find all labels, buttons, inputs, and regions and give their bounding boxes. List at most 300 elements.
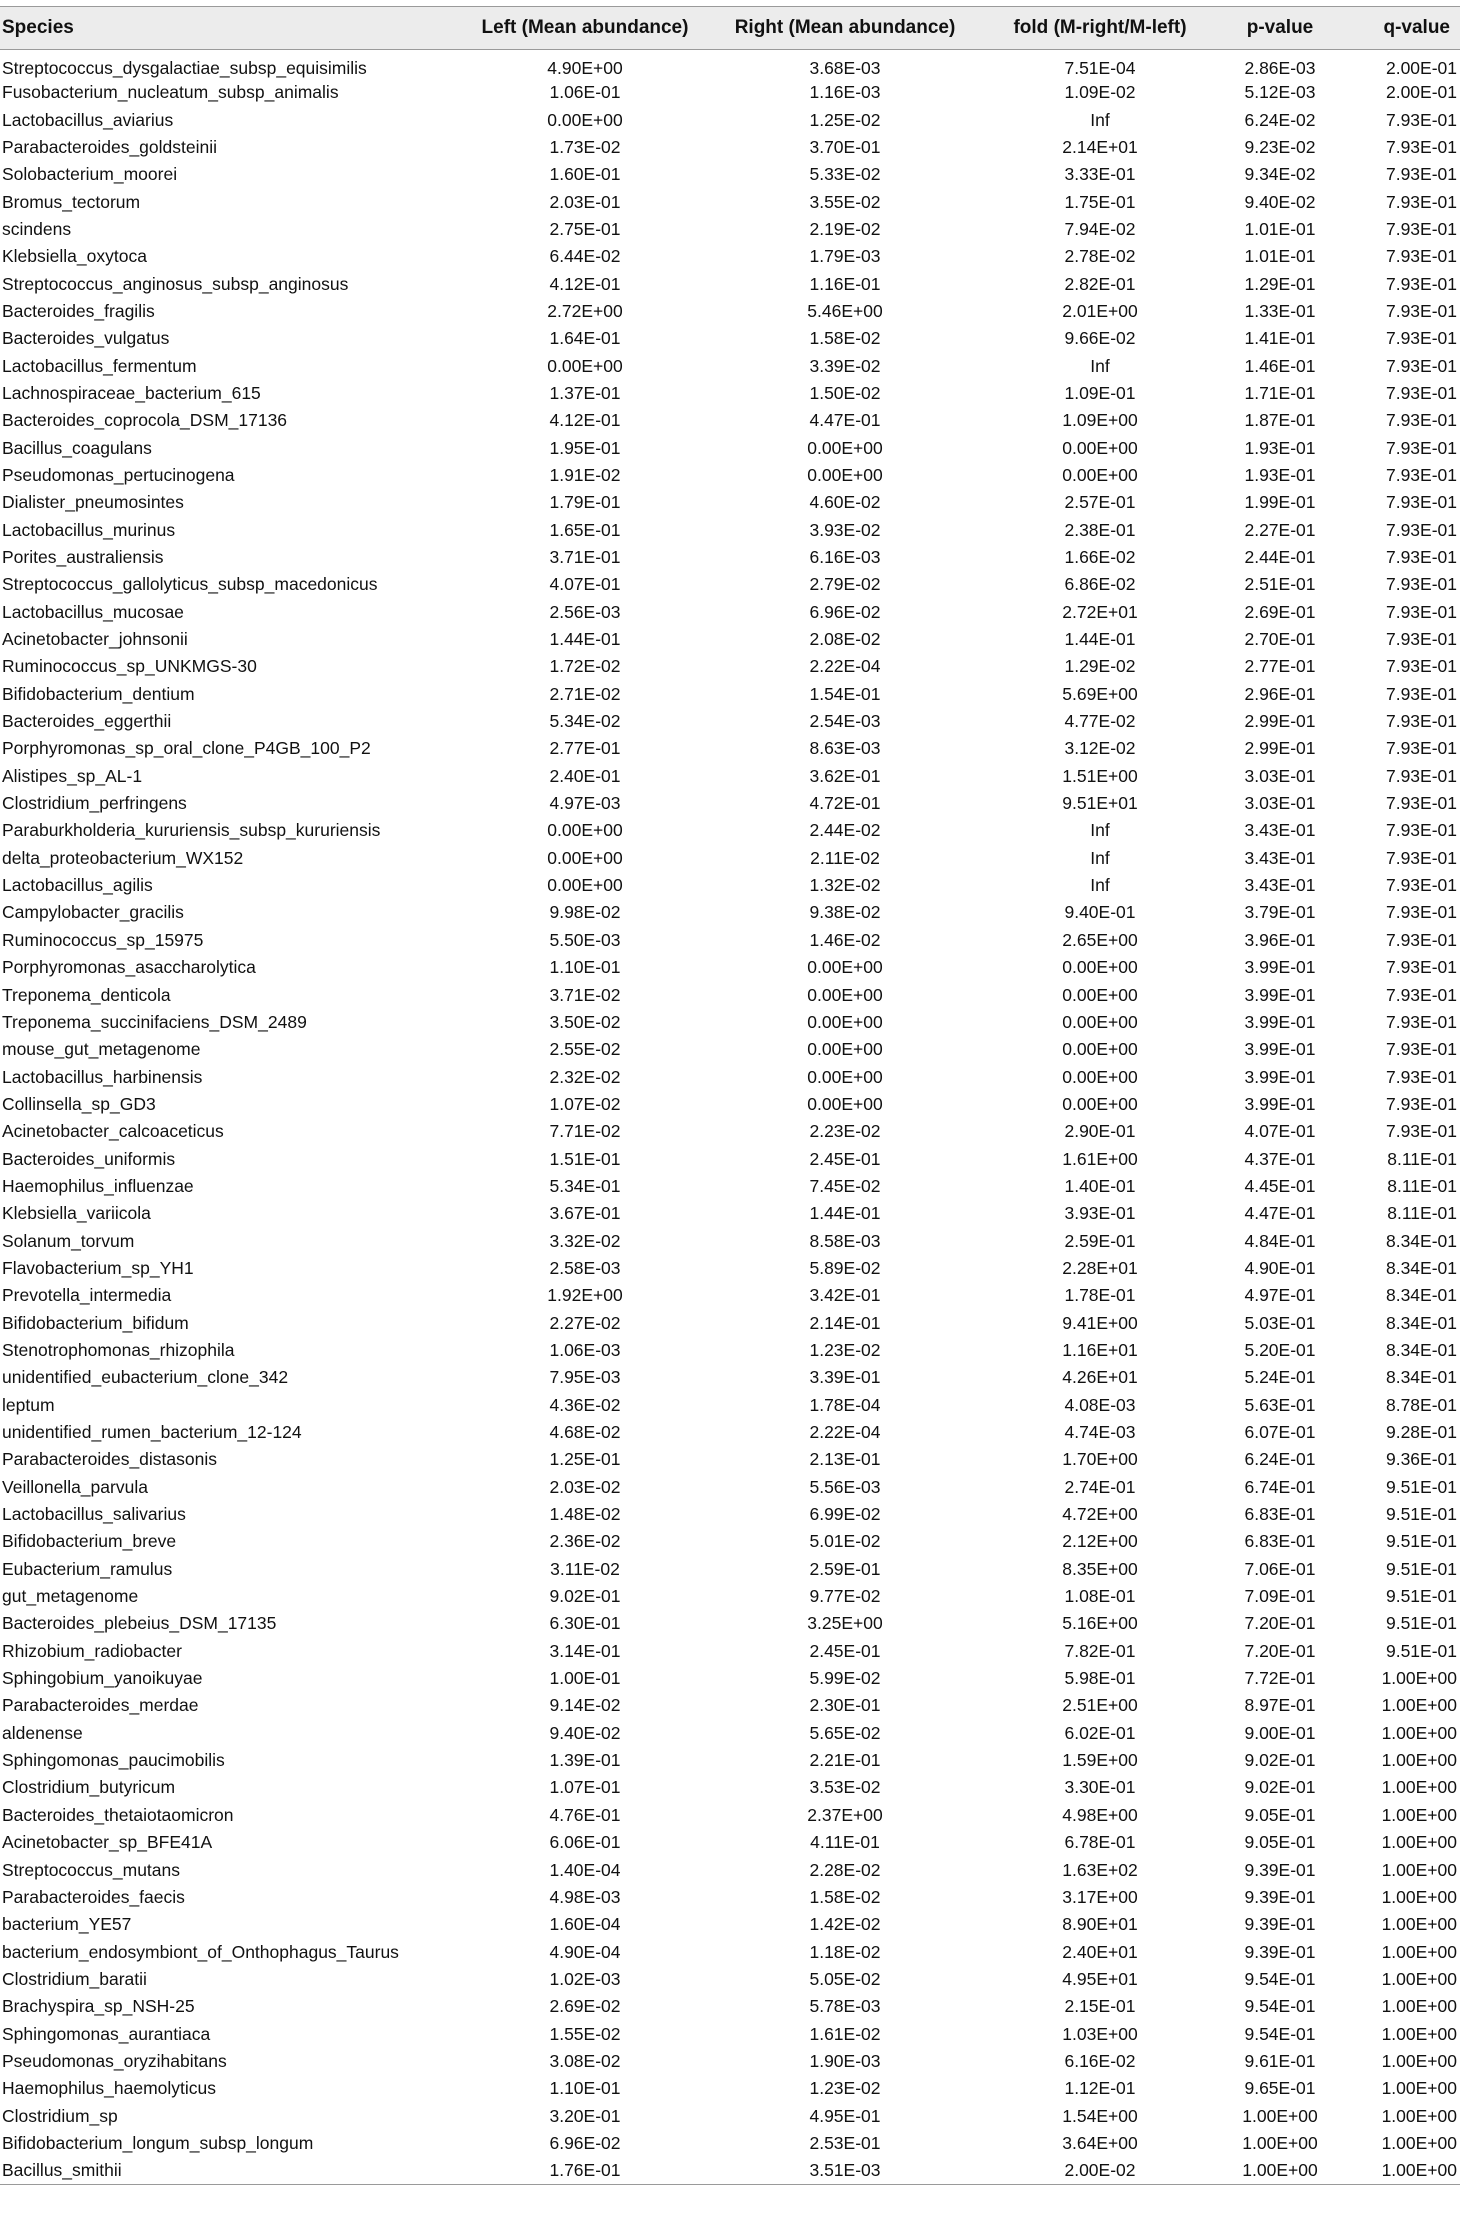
cell-right-mean: 0.00E+00 (807, 1066, 883, 1087)
cell-left-mean: 1.60E-04 (549, 1914, 621, 1935)
cell-right-mean: 8.63E-03 (809, 738, 881, 759)
cell-species: Acinetobacter_johnsonii (2, 629, 188, 650)
cell-left-mean: 6.96E-02 (549, 2132, 621, 2153)
cell-species: Acinetobacter_calcoaceticus (2, 1121, 224, 1142)
table-row (0, 626, 1460, 653)
cell-p-value: 9.05E-01 (1244, 1804, 1316, 1825)
cell-right-mean: 1.16E-03 (809, 82, 881, 103)
cell-p-value: 1.00E+00 (1215, 2157, 1345, 2184)
cell-left-mean: 2.77E-01 (549, 738, 621, 759)
cell-right-mean: 2.44E-02 (809, 820, 881, 841)
cell-species: Bacillus_coagulans (2, 437, 152, 458)
cell-p-value: 4.45E-01 (1244, 1175, 1316, 1196)
cell-q-value: 1.00E+00 (1381, 1914, 1457, 1935)
cell-fold: 7.51E-04 (1064, 58, 1136, 78)
cell-fold: 3.93E-01 (1064, 1203, 1136, 1224)
cell-p-value: 3.99E-01 (1244, 1093, 1316, 1114)
table-row (0, 352, 1460, 379)
table-row (0, 571, 1460, 598)
cell-q-value: 1.00E+00 (1381, 2023, 1457, 2044)
cell-q-value: 8.34E-01 (1385, 1312, 1457, 1333)
cell-species: Porites_australiensis (2, 547, 164, 568)
cell-fold: 5.69E+00 (1062, 683, 1138, 704)
cell-species: Lactobacillus_mucosae (2, 601, 184, 622)
table-row (0, 216, 1460, 243)
cell-fold: Inf (1090, 109, 1110, 130)
cell-left-mean: 1.92E+00 (547, 1285, 623, 1306)
cell-left-mean: 1.79E-01 (549, 492, 621, 513)
cell-left-mean: 1.51E-01 (549, 1148, 621, 1169)
cell-right-mean: 0.00E+00 (807, 1093, 883, 1114)
cell-fold: 7.94E-02 (1064, 218, 1136, 239)
cell-p-value: 3.99E-01 (1244, 1039, 1316, 1060)
cell-left-mean: 1.39E-01 (549, 1750, 621, 1771)
cell-q-value: 7.93E-01 (1385, 273, 1457, 294)
cell-species: Prevotella_intermedia (2, 1285, 172, 1306)
cell-p-value: 6.07E-01 (1244, 1422, 1316, 1443)
cell-left-mean: 2.56E-03 (549, 601, 621, 622)
cell-q-value: 8.11E-01 (1387, 1175, 1457, 1196)
cell-p-value: 1.99E-01 (1244, 492, 1316, 513)
cell-fold: 2.90E-01 (1064, 1121, 1136, 1142)
cell-q-value: 7.93E-01 (1385, 519, 1457, 540)
cell-species: Dialister_pneumosintes (2, 492, 184, 513)
cell-right-mean: 3.39E-01 (809, 1367, 881, 1388)
cell-right-mean: 1.18E-02 (809, 1941, 881, 1962)
cell-p-value: 3.79E-01 (1244, 902, 1316, 923)
cell-fold: 1.44E-01 (1064, 629, 1136, 650)
table-row (0, 2048, 1460, 2075)
table-row (0, 1036, 1460, 1063)
cell-right-mean: 2.54E-03 (809, 711, 881, 732)
cell-fold: 2.57E-01 (1064, 492, 1136, 513)
cell-fold: 1.16E+01 (1062, 1339, 1138, 1360)
cell-right-mean: 2.30E-01 (809, 1695, 881, 1716)
table-row (0, 1145, 1460, 1172)
cell-species: Pseudomonas_oryzihabitans (2, 2050, 227, 2071)
cell-left-mean: 1.00E-01 (549, 1668, 621, 1689)
cell-fold: 1.40E-01 (1064, 1175, 1136, 1196)
cell-q-value: 1.00E+00 (1381, 1996, 1457, 2017)
cell-species: Bacteroides_vulgatus (2, 328, 170, 349)
cell-p-value: 2.51E-01 (1244, 574, 1316, 595)
cell-left-mean: 1.60E-01 (549, 164, 621, 185)
cell-q-value: 8.78E-01 (1385, 1394, 1457, 1415)
cell-fold: 9.66E-02 (1064, 328, 1136, 349)
cell-p-value: 4.84E-01 (1244, 1230, 1316, 1251)
cell-fold: 2.78E-02 (1064, 246, 1136, 267)
cell-left-mean: 2.75E-01 (549, 218, 621, 239)
cell-right-mean: 0.00E+00 (807, 464, 883, 485)
cell-species: Clostridium_sp (2, 2105, 118, 2126)
cell-left-mean: 1.06E-01 (549, 82, 621, 103)
cell-q-value: 7.93E-01 (1385, 875, 1457, 896)
header-q-value: q-value (1345, 7, 1460, 50)
cell-p-value: 3.03E-01 (1244, 765, 1316, 786)
table-row (0, 1802, 1460, 1829)
cell-right-mean: 1.23E-02 (809, 1339, 881, 1360)
cell-p-value: 1.93E-01 (1244, 437, 1316, 458)
cell-p-value: 8.97E-01 (1244, 1695, 1316, 1716)
table-row (0, 708, 1460, 735)
cell-fold: 4.77E-02 (1064, 711, 1136, 732)
cell-fold: 2.01E+00 (1062, 300, 1138, 321)
cell-right-mean: 1.61E-02 (809, 2023, 881, 2044)
cell-p-value: 1.41E-01 (1244, 328, 1316, 349)
cell-left-mean: 3.11E-02 (550, 1558, 620, 1579)
cell-p-value: 1.46E-01 (1244, 355, 1316, 376)
cell-p-value: 7.06E-01 (1244, 1558, 1316, 1579)
cell-species: Lactobacillus_fermentum (2, 355, 197, 376)
cell-left-mean: 4.76E-01 (549, 1804, 621, 1825)
cell-fold: 2.12E+00 (1062, 1531, 1138, 1552)
cell-right-mean: 9.77E-02 (809, 1586, 881, 1607)
cell-species: Treponema_denticola (2, 984, 171, 1005)
cell-q-value: 7.93E-01 (1385, 656, 1457, 677)
cell-p-value: 5.24E-01 (1244, 1367, 1316, 1388)
cell-right-mean: 1.58E-02 (809, 1886, 881, 1907)
cell-q-value: 7.93E-01 (1385, 1066, 1457, 1087)
table-row (0, 79, 1460, 106)
cell-fold: 6.78E-01 (1064, 1832, 1136, 1853)
cell-q-value: 7.93E-01 (1385, 902, 1457, 923)
cell-right-mean: 0.00E+00 (807, 1039, 883, 1060)
table-row (0, 2020, 1460, 2047)
cell-q-value: 1.00E+00 (1381, 1777, 1457, 1798)
cell-species: Pseudomonas_pertucinogena (2, 464, 235, 485)
cell-p-value: 2.44E-01 (1244, 547, 1316, 568)
cell-species: Ruminococcus_sp_15975 (2, 929, 204, 950)
cell-p-value: 9.39E-01 (1244, 1914, 1316, 1935)
table-row (0, 1966, 1460, 1993)
cell-left-mean: 2.72E+00 (547, 300, 623, 321)
cell-right-mean: 2.23E-02 (809, 1121, 881, 1142)
table-row (0, 243, 1460, 270)
cell-left-mean: 1.07E-02 (549, 1093, 621, 1114)
cell-species: Solobacterium_moorei (2, 164, 178, 185)
cell-species: Lachnospiraceae_bacterium_615 (2, 382, 261, 403)
cell-fold: 4.26E+01 (1062, 1367, 1138, 1388)
cell-p-value: 9.39E-01 (1244, 1941, 1316, 1962)
cell-right-mean: 3.62E-01 (809, 765, 881, 786)
cell-p-value: 9.61E-01 (1244, 2050, 1316, 2071)
cell-right-mean: 8.58E-03 (809, 1230, 881, 1251)
cell-q-value: 7.93E-01 (1385, 1011, 1457, 1032)
table-row (0, 899, 1460, 926)
cell-q-value: 8.34E-01 (1385, 1285, 1457, 1306)
cell-p-value: 3.43E-01 (1244, 875, 1316, 896)
cell-p-value: 2.86E-03 (1244, 58, 1316, 78)
cell-left-mean: 4.12E-01 (549, 273, 621, 294)
cell-q-value: 7.93E-01 (1385, 820, 1457, 841)
table-row (0, 1665, 1460, 1692)
cell-species: Fusobacterium_nucleatum_subsp_animalis (2, 82, 339, 103)
cell-right-mean: 1.42E-02 (809, 1914, 881, 1935)
cell-q-value: 7.93E-01 (1385, 957, 1457, 978)
cell-fold: 6.16E-02 (1064, 2050, 1136, 2071)
cell-q-value: 1.00E+00 (1381, 1668, 1457, 1689)
table-row (0, 1501, 1460, 1528)
cell-left-mean: 0.00E+00 (547, 109, 623, 130)
cell-q-value: 7.93E-01 (1385, 164, 1457, 185)
cell-left-mean: 4.98E-03 (549, 1886, 621, 1907)
cell-p-value: 9.00E-01 (1244, 1722, 1316, 1743)
cell-q-value: 2.00E-01 (1385, 58, 1457, 78)
cell-p-value: 1.71E-01 (1244, 382, 1316, 403)
cell-left-mean: 6.06E-01 (549, 1832, 621, 1853)
cell-fold: 2.28E+01 (1062, 1257, 1138, 1278)
cell-right-mean: 2.11E-02 (810, 847, 880, 868)
cell-right-mean: 1.44E-01 (809, 1203, 881, 1224)
table-row (0, 735, 1460, 762)
cell-species: Lactobacillus_murinus (2, 519, 176, 540)
cell-species: Klebsiella_variicola (2, 1203, 151, 1224)
table-row (0, 1063, 1460, 1090)
cell-species: Streptococcus_gallolyticus_subsp_macedonicus (2, 574, 378, 595)
cell-fold: 2.65E+00 (1062, 929, 1138, 950)
cell-species: unidentified_rumen_bacterium_12-124 (2, 1422, 302, 1443)
cell-left-mean: 9.98E-02 (549, 902, 621, 923)
cell-right-mean: 4.47E-01 (809, 410, 881, 431)
table-row (0, 1419, 1460, 1446)
cell-fold: 1.70E+00 (1062, 1449, 1138, 1470)
cell-q-value: 7.93E-01 (1385, 984, 1457, 1005)
table-row (0, 50, 1460, 80)
cell-left-mean: 3.50E-02 (549, 1011, 621, 1032)
cell-right-mean: 5.01E-02 (809, 1531, 881, 1552)
cell-p-value: 1.29E-01 (1244, 273, 1316, 294)
cell-q-value: 1.00E+00 (1381, 1695, 1457, 1716)
table-row (0, 161, 1460, 188)
cell-fold: 9.51E+01 (1062, 793, 1138, 814)
cell-p-value: 5.12E-03 (1244, 82, 1316, 103)
cell-right-mean: 3.93E-02 (809, 519, 881, 540)
cell-right-mean: 5.33E-02 (809, 164, 881, 185)
cell-p-value: 6.74E-01 (1244, 1476, 1316, 1497)
header-right-mean-abundance: Right (Mean abundance) (705, 7, 985, 50)
cell-q-value: 9.51E-01 (1385, 1558, 1457, 1579)
cell-fold: 1.29E-02 (1064, 656, 1136, 677)
cell-right-mean: 2.28E-02 (809, 1859, 881, 1880)
cell-fold: 4.74E-03 (1064, 1422, 1136, 1443)
cell-right-mean: 5.99E-02 (809, 1668, 881, 1689)
cell-q-value: 7.93E-01 (1385, 328, 1457, 349)
cell-q-value: 1.00E+00 (1381, 1886, 1457, 1907)
cell-right-mean: 2.22E-04 (809, 1422, 881, 1443)
cell-left-mean: 1.55E-02 (549, 2023, 621, 2044)
cell-p-value: 6.24E-01 (1244, 1449, 1316, 1470)
cell-right-mean: 3.53E-02 (809, 1777, 881, 1798)
cell-left-mean: 3.67E-01 (549, 1203, 621, 1224)
cell-p-value: 3.03E-01 (1244, 793, 1316, 814)
cell-species: Haemophilus_influenzae (2, 1175, 194, 1196)
cell-left-mean: 3.32E-02 (549, 1230, 621, 1251)
cell-p-value: 9.23E-02 (1244, 136, 1316, 157)
cell-p-value: 9.54E-01 (1244, 2023, 1316, 2044)
cell-left-mean: 4.68E-02 (549, 1422, 621, 1443)
cell-right-mean: 3.55E-02 (809, 191, 881, 212)
cell-left-mean: 4.07E-01 (549, 574, 621, 595)
cell-q-value: 1.00E+00 (1381, 1750, 1457, 1771)
cell-right-mean: 1.16E-01 (809, 273, 881, 294)
cell-p-value: 6.83E-01 (1244, 1531, 1316, 1552)
cell-fold: 9.40E-01 (1064, 902, 1136, 923)
table-row (0, 1364, 1460, 1391)
cell-q-value: 9.51E-01 (1385, 1586, 1457, 1607)
cell-species: Porphyromonas_sp_oral_clone_P4GB_100_P2 (2, 738, 371, 759)
cell-left-mean: 0.00E+00 (547, 847, 623, 868)
cell-left-mean: 9.02E-01 (549, 1586, 621, 1607)
cell-q-value: 1.00E+00 (1381, 1832, 1457, 1853)
table-row (0, 1993, 1460, 2020)
cell-fold: 1.03E+00 (1062, 2023, 1138, 2044)
table-row (0, 188, 1460, 215)
cell-q-value: 8.11E-01 (1387, 1203, 1457, 1224)
cell-left-mean: 1.07E-01 (549, 1777, 621, 1798)
table-row (0, 517, 1460, 544)
cell-q-value: 8.34E-01 (1385, 1257, 1457, 1278)
cell-left-mean: 3.20E-01 (549, 2105, 621, 2126)
table-row (0, 1227, 1460, 1254)
cell-q-value: 7.93E-01 (1385, 793, 1457, 814)
cell-p-value: 9.39E-01 (1244, 1859, 1316, 1880)
cell-fold: 2.59E-01 (1064, 1230, 1136, 1251)
table-row (0, 1938, 1460, 1965)
cell-fold: 3.30E-01 (1064, 1777, 1136, 1798)
cell-fold: 1.78E-01 (1064, 1285, 1136, 1306)
cell-right-mean: 2.22E-04 (809, 656, 881, 677)
cell-left-mean: 4.12E-01 (549, 410, 621, 431)
cell-left-mean: 3.71E-02 (549, 984, 621, 1005)
table-row (0, 872, 1460, 899)
cell-fold: 8.90E+01 (1062, 1914, 1138, 1935)
cell-q-value: 7.93E-01 (1385, 1039, 1457, 1060)
cell-q-value: 7.93E-01 (1385, 355, 1457, 376)
table-row (0, 1474, 1460, 1501)
cell-species: Streptococcus_mutans (2, 1859, 181, 1880)
cell-q-value: 9.51E-01 (1385, 1613, 1457, 1634)
cell-p-value: 1.00E+00 (1242, 2132, 1318, 2153)
cell-p-value: 4.47E-01 (1244, 1203, 1316, 1224)
table-row (0, 380, 1460, 407)
cell-species: Bacteroides_coprocola_DSM_17136 (2, 410, 288, 431)
cell-right-mean: 1.23E-02 (809, 2078, 881, 2099)
cell-q-value: 7.93E-01 (1385, 1121, 1457, 1142)
cell-right-mean: 3.39E-02 (809, 355, 881, 376)
cell-species: Sphingomonas_aurantiaca (2, 2023, 211, 2044)
cell-q-value: 7.93E-01 (1385, 711, 1457, 732)
cell-fold: 0.00E+00 (1062, 957, 1138, 978)
cell-left-mean: 0.00E+00 (547, 875, 623, 896)
cell-fold: 4.08E-03 (1064, 1394, 1136, 1415)
cell-species: Haemophilus_haemolyticus (2, 2078, 216, 2099)
cell-p-value: 7.72E-01 (1244, 1668, 1316, 1689)
cell-fold: 6.02E-01 (1064, 1722, 1136, 1743)
table-row (0, 298, 1460, 325)
cell-p-value: 6.24E-02 (1244, 109, 1316, 130)
cell-right-mean: 2.19E-02 (809, 218, 881, 239)
table-row (0, 1009, 1460, 1036)
cell-right-mean: 3.42E-01 (809, 1285, 881, 1306)
cell-p-value: 2.70E-01 (1244, 629, 1316, 650)
cell-p-value: 2.99E-01 (1244, 738, 1316, 759)
cell-fold: 6.86E-02 (1064, 574, 1136, 595)
cell-p-value: 3.43E-01 (1244, 847, 1316, 868)
cell-q-value: 7.93E-01 (1385, 738, 1457, 759)
cell-right-mean: 5.46E+00 (807, 300, 883, 321)
cell-species: Bacteroides_uniformis (2, 1148, 176, 1169)
cell-q-value: 1.00E+00 (1381, 2050, 1457, 2071)
cell-q-value: 7.93E-01 (1385, 191, 1457, 212)
cell-fold: 1.09E-02 (1064, 82, 1136, 103)
cell-species: Campylobacter_gracilis (2, 902, 184, 923)
cell-fold: 2.74E-01 (1064, 1476, 1136, 1497)
cell-fold: 2.00E-02 (985, 2157, 1215, 2184)
table-row (0, 1091, 1460, 1118)
cell-species: Ruminococcus_sp_UNKMGS-30 (2, 656, 257, 677)
cell-p-value: 7.09E-01 (1244, 1586, 1316, 1607)
cell-species: Treponema_succinifaciens_DSM_2489 (2, 1011, 307, 1032)
cell-q-value: 1.00E+00 (1381, 1722, 1457, 1743)
cell-species: mouse_gut_metagenome (2, 1039, 201, 1060)
cell-right-mean: 1.46E-02 (809, 929, 881, 950)
cell-fold: 1.66E-02 (1064, 547, 1136, 568)
cell-p-value: 9.54E-01 (1244, 1968, 1316, 1989)
cell-right-mean: 1.25E-02 (809, 109, 881, 130)
cell-fold: 1.09E-01 (1064, 382, 1136, 403)
cell-left-mean: 1.10E-01 (549, 2078, 621, 2099)
cell-right-mean: 4.60E-02 (809, 492, 881, 513)
cell-q-value: 9.51E-01 (1385, 1476, 1457, 1497)
table-row (0, 489, 1460, 516)
table-row (0, 1556, 1460, 1583)
table-row (0, 2130, 1460, 2157)
cell-species: Parabacteroides_faecis (2, 1886, 185, 1907)
table-header (0, 7, 1460, 50)
cell-right-mean: 2.45E-01 (809, 1640, 881, 1661)
cell-left-mean: 2.32E-02 (549, 1066, 621, 1087)
cell-left-mean: 1.40E-04 (549, 1859, 621, 1880)
cell-p-value: 2.27E-01 (1244, 519, 1316, 540)
table-row (0, 653, 1460, 680)
cell-species: Bacteroides_eggerthii (2, 711, 172, 732)
cell-fold: 4.72E+00 (1062, 1504, 1138, 1525)
cell-species: Bacillus_smithii (0, 2157, 465, 2184)
cell-species: Bacteroides_fragilis (2, 300, 155, 321)
cell-species: Stenotrophomonas_rhizophila (2, 1339, 235, 1360)
cell-p-value: 1.87E-01 (1244, 410, 1316, 431)
cell-fold: 1.12E-01 (1064, 2078, 1136, 2099)
cell-right-mean: 3.25E+00 (807, 1613, 883, 1634)
cell-q-value: 9.51E-01 (1385, 1640, 1457, 1661)
cell-left-mean: 3.71E-01 (549, 547, 621, 568)
table-row (0, 763, 1460, 790)
cell-species: Sphingomonas_paucimobilis (2, 1750, 225, 1771)
cell-p-value: 9.39E-01 (1244, 1886, 1316, 1907)
header-fold: fold (M-right/M-left) (985, 7, 1215, 50)
cell-right-mean: 2.13E-01 (809, 1449, 881, 1470)
cell-q-value: 7.93E-01 (1385, 109, 1457, 130)
table-row (0, 1774, 1460, 1801)
cell-q-value: 2.00E-01 (1385, 82, 1457, 103)
table-row (0, 1528, 1460, 1555)
cell-q-value: 7.93E-01 (1385, 437, 1457, 458)
cell-left-mean: 1.91E-02 (549, 464, 621, 485)
header-species: Species (0, 7, 465, 50)
cell-species: Porphyromonas_asaccharolytica (2, 957, 256, 978)
cell-p-value: 4.07E-01 (1244, 1121, 1316, 1142)
cell-q-value: 7.93E-01 (1385, 136, 1457, 157)
